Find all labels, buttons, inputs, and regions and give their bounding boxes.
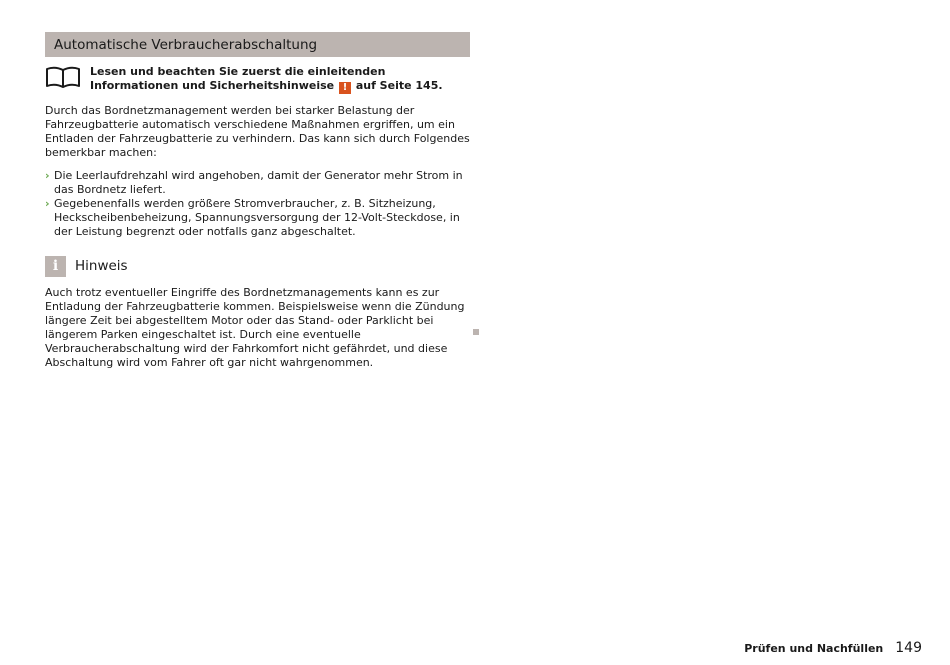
read-first-notice (45, 65, 470, 94)
section-end-marker (473, 329, 479, 335)
read-notice-text (90, 65, 470, 94)
page-footer (744, 640, 922, 656)
read-notice-page-link[interactable]: auf Seite 145. (355, 78, 443, 92)
section-heading-text: Automatische Verbraucherabschaltung (54, 36, 318, 53)
list-item (45, 169, 470, 197)
info-icon: i (45, 256, 66, 277)
intro-paragraph: Durch das Bordnetzmanagement werden bei starker Belastung der Fahrzeugbatterie automatisch verschiedene Maßnahmen ergriffen, um ein Entladen der Fahrzeugbatterie zu verhindern. Das kann sich durch Folgendes bemerkbar machen: (45, 103, 470, 159)
list-item (45, 197, 470, 239)
bullet-list (45, 169, 470, 239)
list-item-text: Die Leerlaufdrehzahl wird angehoben, damit der Generator mehr Strom in das Bordnetz liefert. (54, 168, 463, 196)
note-title: Hinweis (75, 258, 128, 274)
section-heading (45, 32, 470, 57)
footer-section-title: Prüfen und Nachfüllen (744, 642, 884, 655)
chevron-right-icon: › (45, 196, 50, 210)
warning-icon: ! (339, 82, 351, 94)
read-notice-text-before: Lesen und beachten Sie zuerst die einleitenden Informationen und Sicherheitshinweise (90, 65, 386, 92)
chevron-right-icon: › (45, 168, 50, 182)
page-content (45, 32, 470, 370)
list-item-text: Gegebenenfalls werden größere Stromverbraucher, z. B. Sitzheizung, Heckscheibenbeheizung, Spannungsversorgung der 12-Volt-Steckdose, in der Leistung begrenzt oder notfalls ganz abgeschaltet. (54, 196, 460, 238)
note-paragraph: Auch trotz eventueller Eingriffe des Bordnetzmanagements kann es zur Entladung der Fahrzeugbatterie kommen. Beispielsweise wenn die Zündung längere Zeit bei abgestelltem Motor oder das Stand- oder Parklicht bei längerem Parken eingeschaltet ist. Durch eine eventuelle Verbraucherabschaltung wird der Fahrkomfort nicht gefährdet, und diese Abschaltung wird vom Fahrer oft gar nicht wahrgenommen. (45, 285, 465, 369)
note-header (45, 256, 470, 277)
page-number: 149 (895, 640, 922, 656)
book-icon (45, 66, 81, 90)
